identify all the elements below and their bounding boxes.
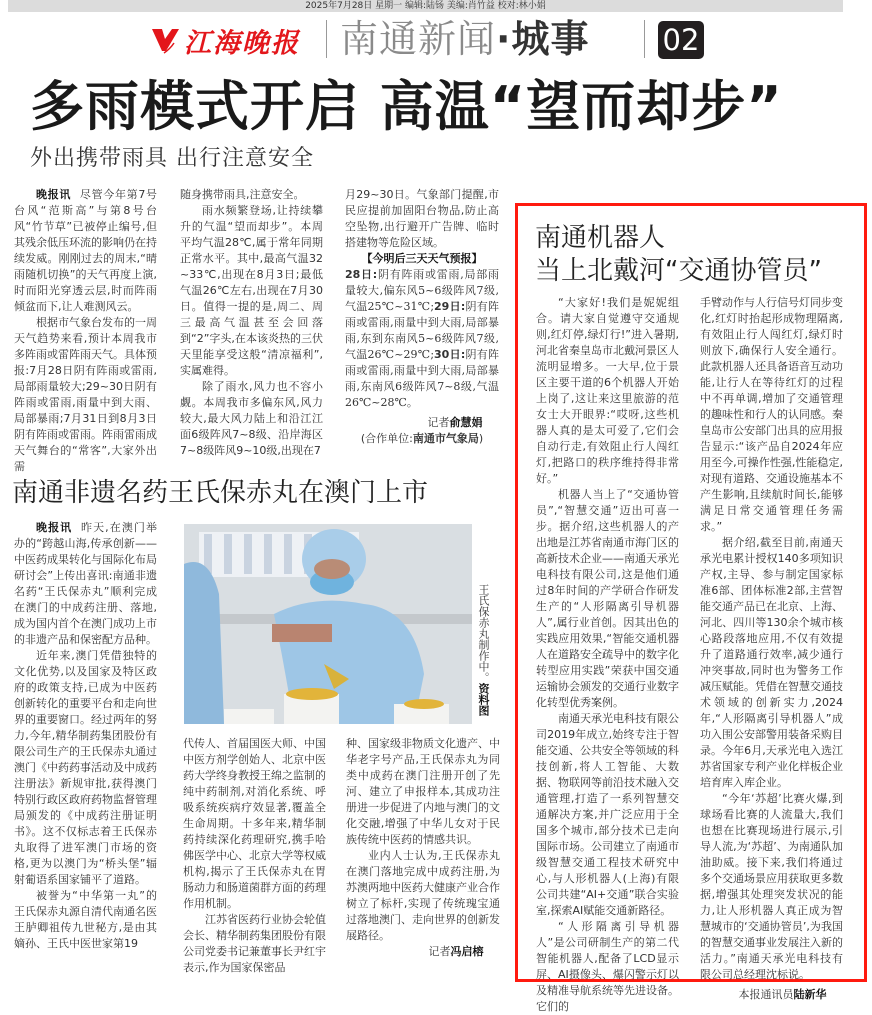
coop-name: 南通市气象局: [412, 432, 479, 445]
section-title: [340, 16, 589, 62]
forecast-detail: 阴有阵雨或雷雨,雨量中到大雨,局部暴雨,东南风6级阵风7~8级,气温26℃~28℃。: [345, 348, 499, 409]
byline: [700, 987, 843, 1003]
robot-column-2: [700, 295, 843, 1003]
paragraph-text: 尽管今年第7号台风“范斯高”与第8号台风“竹节草”已被停止编号,但其残余低压环流的影响仍在持续发威。刚刚过去的周末,“晴雨随机切换”的天气再度上演,时而阳光穿透云层,时而阵雨倾盆而下,让人难测风云。: [14, 188, 158, 313]
logo-mark-icon: [150, 25, 180, 55]
byline-name: 陆新华: [793, 988, 827, 1001]
medicine-column-2: [183, 736, 326, 976]
paragraph: 手臂动作与人行信号灯同步变化,红灯时抬起形成物理隔离,有效阻止行人闯红灯,绿灯时则放下,确保行人安全通行。此款机器人还具备语音互动功能,让行人在等待红灯的过程中不再单调,增加了交通管理的趣味性和行人的认同感。秦皇岛市公安部门出具的应用报告显示:“该产品自2024年应用至今,可操作性强,性能稳定,对现有道路、交通设施基本不产生影响,且续航时间长,能够满足日常交通管理任务需求。”: [700, 296, 843, 533]
dateline-bar: 2025年7月28日 星期一 编辑:陆钖 美编:肖竹益 校对:林小娟: [8, 0, 843, 12]
paragraph: 南通天承光电科技有限公司2019年成立,始终专注于智能交通、公共安全等领域的科技创新,将人工智能、大数据、物联网等前沿技术融入交通管理,打造了一系列智慧交通解决方案,并广泛应用于全国多个城市,部分技术已走向国际市场。公司建立了南通市级智慧交通工程技术研究中心,与人形机器人(上海)有限公司共建“AI+交通”联合实验室,探索AI赋能交通新路径。: [536, 712, 679, 917]
main-subheadline: 外出携带雨具 出行注意安全: [30, 146, 314, 171]
paragraph: 业内人士认为,王氏保赤丸在澳门落地完成中成药注册,为苏澳两地中医药大健康产业合作树立了标杆,实现了传统瑰宝通过落地澳门、走向世界的创新发展路径。: [346, 849, 500, 942]
robot-article-title: [535, 222, 822, 288]
forecast-detail: 阴有阵雨或雷雨,局部雨量较大,偏东风5~6级阵风7级,气温25℃~31℃;: [345, 268, 499, 313]
byline-prefix: 记者: [427, 416, 450, 429]
weather-column-3: [345, 187, 499, 447]
section-subname: ·城事: [496, 17, 590, 61]
caption-text: 王氏保赤丸制作中。: [477, 584, 490, 683]
paragraph-text: 昨天,在澳门举办的“跨越山海,传承创新——中医药成果转化与国际化布局研讨会”上传出喜讯:南通非遗名药“王氏保赤丸”顺利完成在澳门的中成药注册、落地,成为国内首个在澳门成功上市的非遗产品和保密配方品种。: [14, 521, 157, 646]
paper-name: 江海晚报: [184, 27, 300, 59]
coop-suffix: ): [478, 432, 484, 445]
photo-image: [184, 524, 472, 724]
medicine-column-1: [14, 520, 157, 952]
byline: [346, 944, 500, 960]
robot-column-1: [536, 295, 679, 1015]
forecast-day: 28日:: [345, 268, 378, 281]
paragraph: 根据市气象台发布的一周天气趋势来看,预计本周我市多阵雨或雷阵雨天气。具体预报:7月28日阴有阵雨或雷雨,局部雨量较大;29~30日阴有阵雨或雷雨,雨量中到大雨、局部暴雨;7月31日到8月3日阴有阵雨或雷雨。阵雨雷雨成天气舞台的“常客”,大家外出需: [14, 316, 157, 473]
weather-column-1: [14, 187, 157, 475]
coop-prefix: (合作单位:: [360, 432, 413, 445]
paragraph: 据介绍,截至目前,南通天承光电累计授权140多项知识产权,主导、参与制定国家标准6部、团体标准2部,主营智能交通产品已在北京、上海、河北、四川等130余个城市核心路段落地应用,不仅有效提升了道路通行效率,减少通行冲突事故,同时也为警务工作减压赋能。凭借在智慧交通技术领域的创新实力,2024年,“人形隔离引导机器人”成功入围公安部警用装备采购目录。今年6月,天承光电入选江苏省国家专利产业化样板企业培育库入库企业。: [700, 536, 843, 789]
paragraph: [14, 520, 157, 648]
forecast-day: 30日:: [434, 348, 466, 361]
paragraph: “大家好!我们是妮妮组合。请大家自觉遵守交通规则,红灯停,绿灯行!”进入暑期,河北省秦皇岛市北戴河景区人流明显增多。一大早,位于景区主要干道的6个机器人开始上岗了,这让来这里旅游的范女士大开眼界:“哎呀,这些机器人真的是太可爱了,它们会自动行走,有效阻止行人闯红灯,把路口的秩序维持得非常好。”: [536, 296, 679, 485]
paragraph: 种、国家级非物质文化遗产、中华老字号产品,王氏保赤丸为同类中成药在澳门注册开创了先河、建立了申报样本,其成功注册进一步促进了内地与澳门的文化交融,增强了中华儿女对于民族传统中医药的情感共识。: [346, 737, 500, 846]
section-name: 南通新闻: [340, 17, 497, 61]
paragraph: 除了雨水,风力也不容小觑。本周我市多偏东风,风力较大,最大风力陆上和沿江江面6级阵风7~8级、沿岸海区7~8级阵风9~10级,出现在7: [180, 380, 323, 457]
paragraph: 代传人、首届国医大师、中国中医方剂学创始人、北京中医药大学终身教授王绵之监制的纯中药制剂,对消化系统、呼吸系统疾病疗效显著,覆盖全生命周期。十多年来,精华制药持续深化药理研究,携手哈佛医学中心、北京大学等权威机构,揭示了王氏保赤丸在胃肠动力和肠道菌群方面的药理作用机制。: [183, 737, 326, 910]
paragraph: 雨水频繁登场,让持续攀升的气温“望而却步”。本周平均气温28℃,属于常年同期正常水平。其中,最高气温32~33℃,出现在8月3日;最低气温26℃左右,出现在7月30日。值得一提的是,周二、周三最高气温甚至会回落到“2”字头,在本该炎热的三伏天里能享受这般“清凉福利”,实属难得。: [180, 204, 323, 377]
forecast-day: 29日:: [434, 300, 466, 313]
forecast-detail: 阴有阵雨或雷雨,雨量中到大雨,局部暴雨,东到东南风5~6级阵风7级,气温26℃~29℃;: [345, 300, 499, 361]
byline-prefix: 本报通讯员: [738, 988, 794, 1001]
byline-prefix: 记者: [428, 945, 451, 958]
medicine-article-title: 南通非遗名药王氏保赤丸在澳门上市: [12, 478, 429, 508]
paragraph: 机器人当上了“交通协管员”,“智慧交通”迈出可喜一步。据介绍,这些机器人的产出地是江苏省南通市海门区的高新技术企业——南通天承光电科技有限公司,这是他们通过8年时间的产学研合作研发生产的“人形隔离引导机器人”,属行业首创。因其出色的实践应用效果,“智能交通机器人在道路安全疏导中的数字化转型应用实践”荣获中国交通运输协会颁发的交通行业数字化转型优秀案例。: [536, 488, 679, 709]
paragraph: [14, 187, 157, 315]
medicine-production-photo: [184, 524, 472, 724]
lead-tag: 晚报讯: [36, 521, 73, 534]
byline-name: 俞慧娟: [449, 416, 483, 429]
page-number-badge: 02: [658, 21, 704, 59]
main-headline: 多雨模式开启 高温“望而却步”: [30, 75, 783, 138]
divider: [326, 20, 327, 58]
title-line: 当上北戴河“交通协管员”: [535, 256, 822, 286]
byline: [345, 415, 499, 431]
forecast-heading: 【今明后三天天气预报】: [361, 252, 483, 265]
forecast-text: [345, 267, 499, 411]
byline-name: 冯启榕: [450, 945, 484, 958]
paragraph: 江苏省医药行业协会轮值会长、精华制药集团股份有限公司党委书记兼董事长尹红宇表示,作为国家保密品: [183, 913, 326, 974]
paragraph: 被誉为“中华第一丸”的王氏保赤丸源自清代南通名医王胪卿祖传九世秘方,是由其嫡孙、王氏中医世家第19: [14, 889, 157, 950]
paragraph: “人形隔离引导机器人”是公司研制生产的第二代智能机器人,配备了LCD显示屏、AI摄像头、爆闪警示灯以及精准导航系统等先进设备。它们的: [536, 920, 679, 1013]
photo-caption: [476, 584, 490, 716]
paragraph: 近年来,澳门凭借独特的文化优势,以及国家及特区政府的政策支持,已成为中医药创新转化的重要平台和走向世界的重要窗口。经过两年的努力,今年,精华制药集团股份有限公司生产的王氏保赤丸通过澳门《中药药事活动及中成药注册法》新规审批,获得澳门特别行政区政府药物监督管理局颁发的《中成药注册证明书》。这不仅标志着王氏保赤丸取得了进军澳门市场的资格,更为以澳门为“桥头堡”辐射葡语系国家铺平了道路。: [14, 649, 157, 886]
paragraph: 月29~30日。气象部门提醒,市民应提前加固阳台物品,防止高空坠物,出行避开广告牌、临时搭建物等危险区域。: [345, 188, 499, 249]
photo-credit: 资料图: [477, 683, 490, 716]
newspaper-logo: [150, 20, 300, 60]
weather-column-2: [180, 187, 323, 459]
paragraph: “今年‘苏超’比赛火爆,到球场看比赛的人流量大,我们也想在比赛现场进行展示,引导人流,为‘苏超’、为南通队加油助威。接下来,我们将通过多个交通场景应用获取更多数据,增强其处理突发状况的能力,让人形机器人真正成为智慧城市的‘交通协管员’,为我国的智慧交通事业发展注入新的活力。”南通天承光电科技有限公司总经理沈标说。: [700, 792, 843, 981]
title-line: 南通机器人: [535, 223, 666, 253]
paragraph: 随身携带雨具,注意安全。: [180, 188, 305, 201]
lead-tag: 晚报讯: [36, 188, 72, 201]
divider: [644, 20, 645, 58]
coop-credit: [345, 431, 499, 447]
medicine-column-3: [346, 736, 500, 960]
